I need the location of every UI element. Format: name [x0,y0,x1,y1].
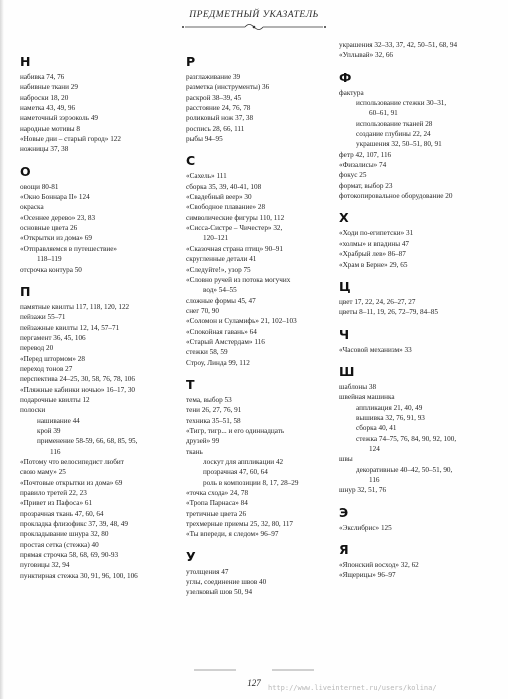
index-entry: набивные ткани 29 [20,83,78,92]
index-subentry: украшения 32, 50–51, 80, 91 [356,140,442,149]
index-entry: третичные цвета 26 [186,509,247,518]
index-entry: цветы 8–11, 19, 26, 72–79, 84–85 [339,308,438,317]
index-entry: полоски [20,406,46,415]
index-entry: украшения 32–33, 37, 42, 50–51, 68, 94 [339,41,458,49]
section-letter: С [186,153,196,169]
index-subentry: 120–121 [203,234,229,243]
index-entry: «Сахель» 111 [186,172,227,181]
index-entry: прозрачная ткань 47, 60, 64 [20,509,104,518]
index-entry: фетр 42, 107, 116 [339,150,392,159]
index-section [186,550,336,598]
index-entry: «точка схода» 24, 78 [186,489,249,498]
index-entry: простая сетка (стежка) 40 [20,540,99,549]
index-subentry: 124 [369,444,380,453]
index-entry: «Осеннее дерево» 23, 83 [20,213,96,222]
index-entry: перевод 20 [20,344,54,353]
index-entry: «Японский восход» 32, 62 [339,561,419,569]
index-subentry: нашивание 44 [37,416,80,425]
section-letter: Х [339,210,349,226]
index-entry: «Свободное плавание» 28 [186,203,266,212]
index-entry: стежки 58, 59 [186,348,228,357]
index-subentry: прозрачная 47, 60, 64 [203,468,268,477]
index-entry: «Ящерицы» 96–97 [339,571,396,580]
index-entry: Строу, Линда 99, 112 [186,358,250,367]
index-entry: прокладывание шнура 32, 80 [20,530,109,539]
index-entry: «Храбрый лев» 86–87 [339,250,406,259]
index-entry: «Потому что велосипедист любит [20,458,124,466]
index-entry: ножницы 37, 38 [20,145,69,154]
index-section [186,55,336,144]
index-entry: окраска [20,203,44,212]
index-entry: народные мотивы 8 [20,124,80,133]
scan-edge-shadow [0,0,4,699]
index-entry: «Почтовые открытки из дома» 69 [20,478,123,487]
section-letter: Ш [339,363,355,379]
index-subentry: сборка 40, 41 [356,424,397,433]
index-section [186,378,336,540]
index-entry: «Ходи по-египетски» 31 [339,229,414,238]
index-entry: «Словно ручей из потока могучих [186,275,291,284]
index-section [339,280,501,318]
index-entry: пейзажи 55–71 [20,313,66,322]
index-entry: расстояние 24, 76, 78 [186,104,251,113]
index-entry: «Окно Боннара II» 124 [20,193,90,202]
index-entry: тема, выбор 53 [186,395,232,404]
index-entry: «Сказочная страна птиц» 90–91 [186,244,283,253]
index-entry: подарочные квилты 12 [20,395,90,404]
index-subentry: аппликация 21, 40, 49 [356,403,423,412]
index-entry: фокус 25 [339,171,367,180]
index-subentry: использование тканей 28 [356,119,433,128]
running-header [0,10,508,32]
header-ornament [179,22,329,32]
url-watermark: http://www.liveinternet.ru/users/kolina/ [268,684,437,692]
section-letter: Ц [339,278,351,294]
index-subentry: роль в композиции 8, 17, 28–29 [203,478,299,487]
index-subentry: применение 58-59, 66, 68, 85, 95, [37,437,138,446]
index-entry: формат, выбор 23 [339,181,393,190]
index-section [339,211,501,269]
index-section [20,55,170,155]
index-section [339,40,501,61]
section-letter: П [20,283,31,299]
index-entry: узелковый шов 50, 94 [186,588,253,597]
index-entry: символические фигуры 110, 112 [186,213,285,222]
index-section [339,365,501,496]
index-entry: роликовый нож 37, 38 [186,114,254,123]
index-column-3 [339,40,501,581]
index-entry: прокладка флизофикс 37, 39, 48, 49 [20,520,128,529]
index-subentry: крой 39 [37,426,61,435]
index-entry: «Храм в Берне» 29, 65 [339,260,408,269]
index-entry: свою маму» 25 [20,468,66,477]
index-entry: ткань [186,447,203,456]
index-entry: тени 26, 27, 76, 91 [186,406,242,415]
index-entry: пейзажные квилты 12, 14, 57–71 [20,323,120,332]
index-entry: шаблоны 38 [339,382,377,391]
section-letter: Н [20,54,31,69]
index-entry: друзей» 99 [186,437,220,446]
index-subentry: декоративные 40–42, 50–51, 90, [356,465,453,474]
index-entry: «Сисса-Систре – Чичестер» 32, [186,224,283,233]
section-letter: Э [339,504,349,520]
index-entry: «Соломон и Суламифь» 21, 102–103 [186,317,297,326]
index-entry: утолщения 47 [186,567,229,576]
index-subentry: использование стежки 30–31, [356,99,447,108]
index-entry: «Привет из Пафоса» 61 [20,499,93,508]
index-entry: шнур 32, 51, 76 [339,486,387,495]
section-letter: Т [186,376,195,392]
index-entry: «Следуйте!», узор 75 [186,265,251,274]
index-entry: пуговицы 32, 94 [20,561,70,570]
index-section [339,506,501,533]
index-entry: «Перед штормом» 28 [20,354,85,363]
index-entry: прямая строчка 58, 68, 69, 90-93 [20,551,119,560]
section-letter: Я [339,542,349,557]
index-section [339,543,501,581]
index-section [20,165,170,275]
index-subentry: лоскут для аппликации 42 [203,458,284,466]
index-entry: наметочный зэрэоколь 49 [20,114,99,123]
index-entry: пергамент 36, 45, 106 [20,333,86,342]
index-entry: разглаживание 39 [186,73,241,81]
index-subentry: вышивка 32, 76, 91, 93 [356,413,425,422]
index-entry: набивка 74, 76 [20,73,65,81]
index-entry: скругленные детали 41 [186,255,257,264]
index-entry: швы [339,455,353,464]
index-subentry: 60–61, 91 [369,109,398,118]
index-section [339,328,501,355]
index-entry: «холмы» и впадины 47 [339,239,410,248]
index-entry: «Физалисы» 74 [339,161,387,170]
index-entry: фактура [339,88,364,97]
index-entry: наброски 18, 20 [20,93,69,102]
index-subentry: создание глубины 22, 24 [356,130,431,139]
section-letter: У [186,548,196,564]
index-entry: углы, соединение швов 40 [186,578,267,587]
index-entry: «Старый Амстердам» 116 [186,337,265,346]
index-entry: пунктирная стежка 30, 91, 96, 100, 106 [20,571,138,580]
index-entry: «Пляжные кабинки ночью» 16–17, 30 [20,385,136,394]
index-entry: сложные формы 45, 47 [186,296,256,305]
index-entry: переход тонов 27 [20,364,73,373]
index-entry: наметка 43, 49, 96 [20,104,76,113]
index-column-1 [20,45,170,581]
section-letter: Ч [339,326,350,342]
header-title: ПРЕДМЕТНЫЙ УКАЗАТЕЛЬ [189,10,319,20]
footer-rule [194,667,314,673]
index-entry: сборка 35, 39, 40-41, 108 [186,182,262,191]
index-entry: разметка (инструменты) 36 [186,83,270,92]
index-entry: снег 70, 90 [186,306,219,315]
index-entry: рыбы 94–95 [186,135,223,144]
index-subentry: 116 [369,475,380,484]
index-subentry: вод» 54–55 [203,286,237,295]
index-subentry: стежка 74–75, 76, 84, 90, 92, 100, [356,434,457,443]
index-section [339,71,501,202]
index-entry: «Ты впереди, я следом» 96–97 [186,530,279,539]
index-entry: техника 35–51, 58 [186,416,241,425]
index-subentry: 118–119 [37,255,62,264]
index-entry: правило третей 22, 23 [20,489,87,498]
index-column-2 [186,45,336,598]
index-entry: овощи 80-81 [20,182,59,191]
index-subentry: 116 [50,447,61,456]
index-entry: «Тропа Парнаса» 84 [186,499,248,508]
index-entry: «Открытки из дома» 69 [20,234,92,243]
index-entry: швейная машинка [339,393,395,402]
index-entry: «Спокойная гавань» 64 [186,327,257,336]
index-entry: «Свадебный веер» 30 [186,193,252,202]
section-letter: О [20,163,31,179]
index-entry: памятные квилты 117, 118, 120, 122 [20,302,130,311]
index-entry: «Тигр, тигр... и его одиннадцать [186,426,285,435]
section-letter: Р [186,54,196,69]
section-letter: Ф [339,69,352,85]
index-entry: раскрой 38–39, 45 [186,93,242,102]
index-entry: цвет 17, 22, 24, 26–27, 27 [339,297,416,306]
index-entry: «Экслибрис» 125 [339,523,392,532]
index-entry: основные цвета 26 [20,224,78,233]
index-entry: фотокопировальное оборудование 20 [339,192,453,201]
index-entry: роспись 28, 66, 111 [186,124,245,133]
index-entry: перспектива 24–25, 30, 58, 76, 78, 106 [20,375,135,384]
index-section [20,285,170,581]
index-entry: «Отправляемся в путешествие» [20,244,117,253]
index-entry: «Часовой механизм» 33 [339,345,412,354]
index-entry: «Уплывай» 32, 66 [339,51,394,60]
index-entry: отсрочка контура 50 [20,265,82,274]
index-section [186,154,336,368]
index-entry: «Новые дни – старый город» 122 [20,135,121,144]
page-number: 127 [247,678,261,688]
index-entry: трехмерные приемы 25, 32, 80, 117 [186,520,294,529]
